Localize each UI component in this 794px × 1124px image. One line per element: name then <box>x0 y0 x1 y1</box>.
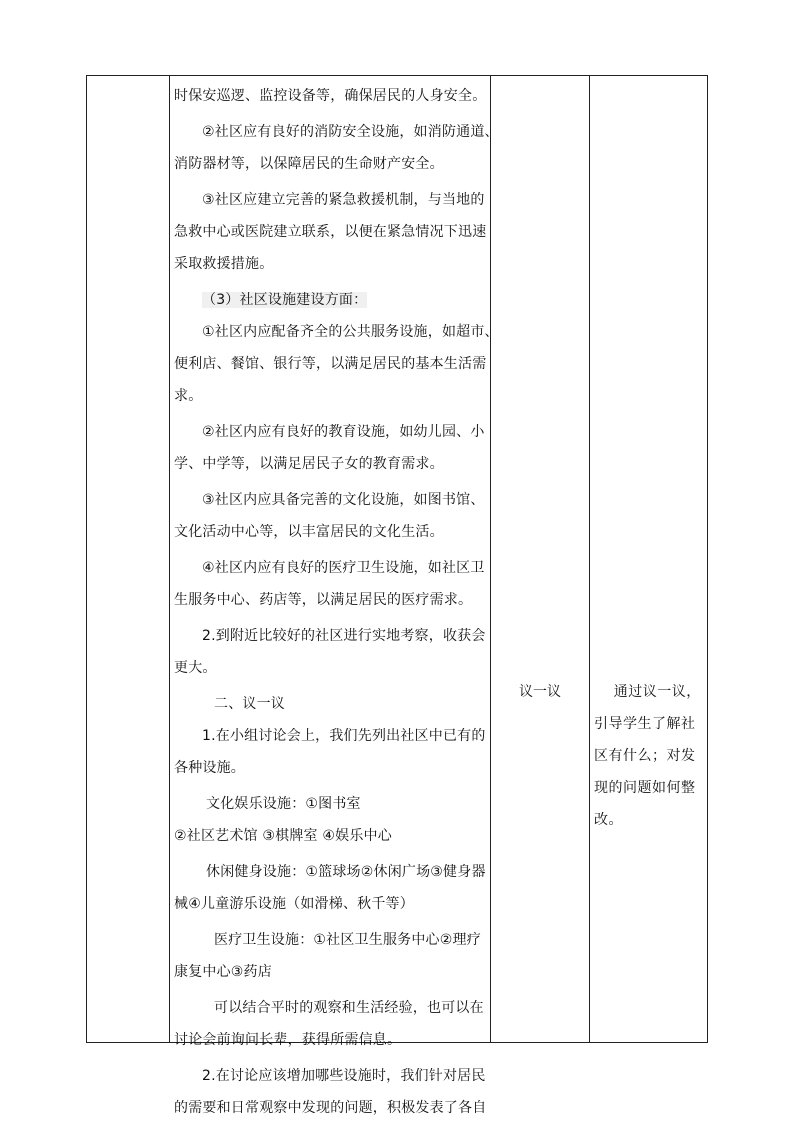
content-line: 二、议一议 <box>214 696 285 712</box>
column-divider-2 <box>490 76 491 1042</box>
content-line: 各种设施。 <box>174 760 245 776</box>
intent-line: 改。 <box>594 812 623 828</box>
content-line: 1.在小组讨论会上，我们先列出社区中已有的 <box>202 728 486 744</box>
content-line: 学、中学等，以满足居民子女的教育需求。 <box>174 456 444 472</box>
teaching-content-cell <box>174 80 499 1124</box>
content-line: ③社区应建立完善的紧急救援机制，与当地的 <box>202 192 485 208</box>
content-line: 2.在讨论应该增加哪些设施时，我们针对居民 <box>202 1068 486 1084</box>
content-line: 2.到附近比较好的社区进行实地考察，收获会 <box>202 628 486 644</box>
content-line: 更大。 <box>174 660 217 676</box>
content-line: 时保安巡逻、监控设备等，确保居民的人身安全。 <box>174 88 487 104</box>
content-line: 采取救援措施。 <box>174 256 274 272</box>
content-line: 讨论会前询问长辈，获得所需信息。 <box>174 1032 402 1048</box>
content-line: ②社区应有良好的消防安全设施，如消防通道、 <box>202 124 499 140</box>
content-line: ①社区内应配备齐全的公共服务设施，如超市、 <box>202 324 499 340</box>
content-line: 休闲健身设施：①篮球场②休闲广场③健身器 <box>206 864 486 880</box>
intent-line: 引导学生了解社 <box>594 716 696 732</box>
content-line: 便利店、餐馆、银行等，以满足居民的基本生活需 <box>174 356 487 372</box>
content-line: 急救中心或医院建立联系，以便在紧急情况下迅速 <box>174 224 487 240</box>
highlighted-heading: （3）社区设施建设方面： <box>202 292 368 308</box>
content-line: 康复中心③药店 <box>174 964 272 980</box>
content-line: 医疗卫生设施：①社区卫生服务中心②理疗 <box>214 932 481 948</box>
intent-line: 通过议一议， <box>594 684 701 700</box>
content-line: 求。 <box>174 388 203 404</box>
content-line: 生服务中心、药店等，以满足居民的医疗需求。 <box>174 592 473 608</box>
content-line: ②社区艺术馆 ③棋牌室 ④娱乐中心 <box>174 828 392 844</box>
design-intent-cell <box>594 676 704 836</box>
content-line: ③社区内应具备完善的文化设施，如图书馆、 <box>202 492 485 508</box>
intent-line: 现的问题如何整 <box>594 780 696 796</box>
content-line: 文化活动中心等，以丰富居民的文化生活。 <box>174 524 444 540</box>
column-divider-3 <box>589 76 590 1042</box>
content-line: 的需要和日常观察中发现的问题，积极发表了各自 <box>174 1100 487 1116</box>
content-line: 械④儿童游乐设施（如滑梯、秋千等） <box>174 896 414 912</box>
content-line: ④社区内应有良好的医疗卫生设施，如社区卫 <box>202 560 485 576</box>
content-line: 消防器材等，以保障居民的生命财产安全。 <box>174 156 444 172</box>
content-line: 文化娱乐设施：①图书室 <box>206 796 361 812</box>
content-line: 可以结合平时的观察和生活经验，也可以在 <box>214 1000 484 1016</box>
content-line <box>174 284 486 316</box>
content-line: ②社区内应有良好的教育设施，如幼儿园、小 <box>202 424 485 440</box>
lesson-table <box>86 75 708 1116</box>
intent-line: 区有什么；对发 <box>594 748 696 764</box>
student-activity-cell: 议一议 <box>519 684 561 700</box>
column-divider-1 <box>169 76 170 1042</box>
